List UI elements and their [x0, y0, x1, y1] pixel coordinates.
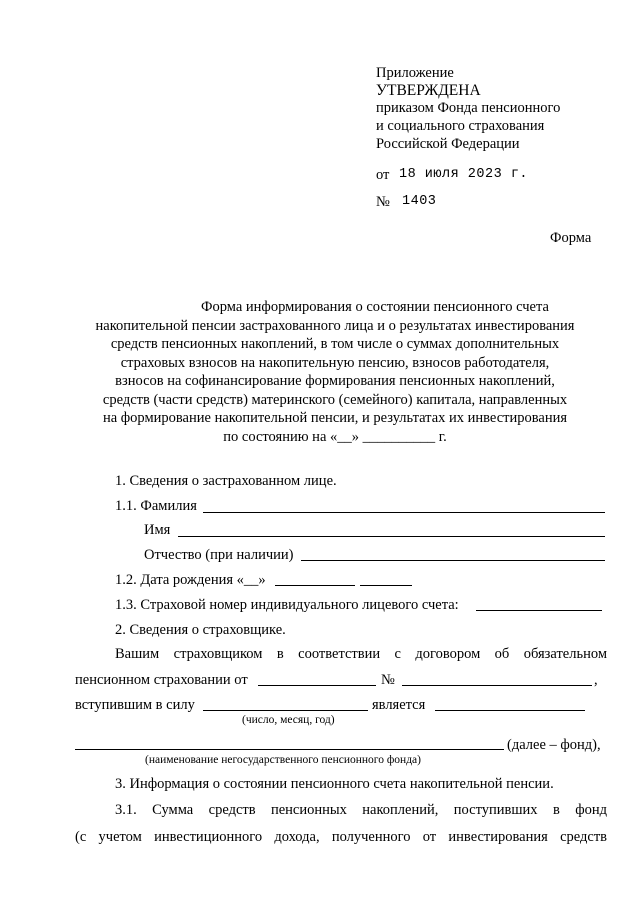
birthdate-month-field[interactable] [275, 585, 355, 586]
order-line-2: и социального страхования [376, 118, 545, 134]
contract-number-field[interactable] [402, 685, 592, 686]
order-line-3: Российской Федерации [376, 136, 520, 152]
section3-paragraph-line1: 3.1. Сумма средств пенсионных накоплений, поступивших в фонд [115, 802, 607, 818]
title-line: средств (части средств) материнского (семейного) капитала, направленных [102, 391, 568, 408]
title-line: по состоянию на «__» __________ г. [223, 428, 447, 445]
order-date-prefix: от [376, 167, 390, 183]
order-date: 18 июля 2023 г. [399, 167, 529, 182]
fund-name-field[interactable] [75, 749, 504, 750]
approved-label: УТВЕРЖДЕНА [376, 82, 481, 99]
order-number-prefix: № [376, 194, 390, 210]
patronymic-field[interactable] [301, 560, 605, 561]
order-line-1: приказом Фонда пенсионного [376, 100, 561, 116]
name-label: Имя [144, 522, 171, 538]
snils-field[interactable] [476, 610, 602, 611]
form-label: Форма [550, 230, 592, 246]
section3-paragraph-line2: (с учетом инвестиционного дохода, полученного от инвестирования средств [75, 829, 607, 845]
insurer-type-field[interactable] [435, 710, 585, 711]
surname-label: 1.1. Фамилия [115, 498, 197, 514]
contract-comma: , [594, 672, 598, 688]
title-line: на формирование накопительной пенсии, и результатах их инвестирования [102, 410, 568, 426]
birthdate-year-field[interactable] [360, 585, 412, 586]
contract-date-field[interactable] [258, 685, 376, 686]
title-line: Форма информирования о состоянии пенсионного счета [201, 299, 549, 315]
title-line: взносов на софинансирование формирования пенсионных накоплений, [115, 373, 555, 389]
surname-field[interactable] [203, 512, 605, 513]
patronymic-label: Отчество (при наличии) [144, 547, 294, 563]
effective-date-field[interactable] [203, 710, 368, 711]
fund-suffix: (далее – фонд), [507, 737, 601, 753]
snils-label: 1.3. Страховой номер индивидуального лицевого счета: [115, 597, 459, 613]
fund-hint: (наименование негосударственного пенсионного фонда) [145, 754, 421, 766]
section3-heading: 3. Информация о состоянии пенсионного счета накопительной пенсии. [115, 776, 554, 792]
birthdate-label: 1.2. Дата рождения «__» [115, 572, 266, 588]
name-field[interactable] [178, 536, 605, 537]
insurer-contract-label: пенсионном страховании от [75, 672, 248, 688]
order-number: 1403 [402, 194, 437, 209]
form-title [70, 298, 600, 446]
appendix-label: Приложение [376, 65, 454, 81]
title-line: страховых взносов на накопительную пенсию, взносов работодателя, [120, 354, 550, 371]
is-label: является [372, 697, 426, 713]
section2-heading: 2. Сведения о страховщике. [115, 622, 286, 638]
insurer-paragraph-line1: Вашим страховщиком в соответствии с договором об обязательном [115, 646, 607, 662]
effective-label: вступившим в силу [75, 697, 195, 713]
title-line: накопительной пенсии застрахованного лица и о результатах инвестирования [95, 317, 575, 334]
section1-heading: 1. Сведения о застрахованном лице. [115, 473, 337, 489]
contract-number-sign: № [381, 672, 395, 688]
date-hint: (число, месяц, год) [242, 714, 335, 726]
title-line: средств пенсионных накоплений, в том числе о суммах дополнительных [110, 336, 560, 352]
